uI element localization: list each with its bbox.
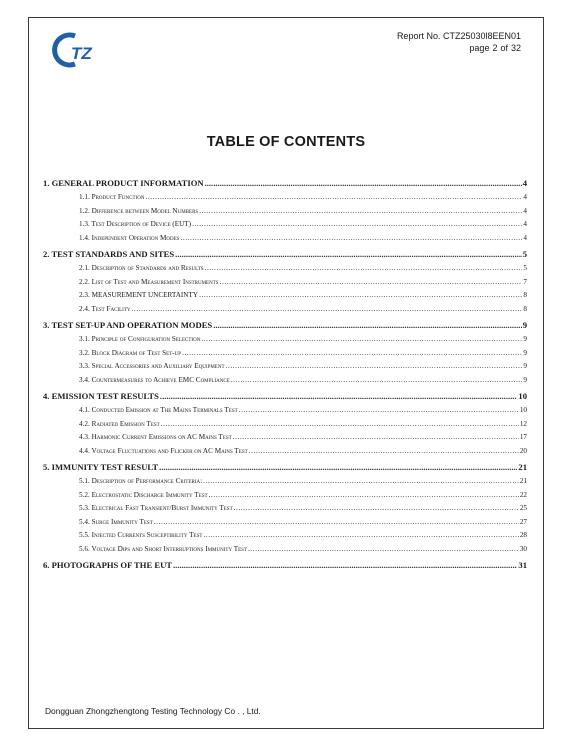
toc-item-label: 5.3. Electrical Fast Transient/Burst Immunity Test — [79, 504, 233, 512]
toc-section[interactable] — [43, 560, 527, 570]
toc-section-page: 21 — [518, 462, 527, 472]
toc-item[interactable] — [43, 264, 527, 272]
leader-dots — [213, 320, 521, 330]
toc-item-page: 8 — [523, 304, 527, 313]
toc-item-label: 4.1. Conducted Emission at The Mains Terminals Test — [79, 406, 238, 414]
toc-item[interactable] — [43, 491, 527, 499]
toc-item-page: 9 — [523, 375, 527, 384]
leader-dots — [154, 518, 519, 526]
toc-item-page: 9 — [523, 362, 527, 370]
leader-dots — [201, 335, 522, 343]
leader-dots — [160, 391, 517, 401]
page-of-label: of — [500, 43, 508, 53]
toc-item[interactable] — [43, 305, 527, 313]
toc-section[interactable] — [43, 249, 527, 259]
toc-item-label: 1.1. Product Function — [79, 193, 145, 201]
toc-item-label: 4.2. Radiated Emission Test — [79, 419, 160, 428]
leader-dots — [182, 349, 522, 357]
toc-item[interactable] — [43, 433, 527, 441]
leader-dots — [159, 462, 517, 472]
leader-dots — [203, 531, 518, 539]
toc-item-page: 4 — [523, 220, 527, 228]
document-page — [28, 17, 544, 729]
leader-dots — [175, 249, 522, 259]
toc-item[interactable] — [43, 447, 527, 455]
toc-item-page: 27 — [519, 517, 527, 526]
toc-section-page: 4 — [522, 178, 527, 188]
toc-section-label: 1. GENERAL PRODUCT INFORMATION — [43, 178, 204, 188]
toc-item-page: 28 — [519, 531, 527, 539]
toc-item-page: 9 — [523, 335, 527, 343]
toc-item-page: 17 — [519, 433, 527, 441]
footer-company: Dongguan Zhongzhengtong Testing Technology Co . , Ltd. — [45, 706, 261, 716]
toc-title: TABLE OF CONTENTS — [206, 134, 366, 150]
toc-item-label: 4.3. Harmonic Current Emissions on AC Mains Test — [79, 433, 232, 441]
leader-dots — [226, 362, 523, 370]
leader-dots — [231, 376, 523, 384]
toc-item-page: 4 — [523, 193, 527, 201]
toc-item[interactable] — [43, 376, 527, 384]
toc-item[interactable] — [43, 349, 527, 357]
page-label: page — [469, 43, 490, 53]
leader-dots — [203, 477, 519, 485]
leader-dots — [192, 220, 522, 228]
toc-item-label: 2.4. Test Facility — [79, 304, 131, 313]
toc-item[interactable] — [43, 335, 527, 343]
leader-dots — [234, 504, 519, 512]
leader-dots — [239, 406, 519, 414]
toc-item-page: 10 — [519, 406, 527, 414]
leader-dots — [205, 178, 522, 188]
toc-item-page: 25 — [519, 504, 527, 512]
toc-item[interactable] — [43, 477, 527, 485]
leader-dots — [248, 545, 519, 553]
toc-item-label: 5.6. Voltage Dips and Short Interruptions Immunity Test — [79, 544, 247, 553]
toc-item[interactable] — [43, 420, 527, 428]
toc-item[interactable] — [43, 531, 527, 539]
toc-item[interactable] — [43, 362, 527, 370]
toc-section-page: 9 — [522, 320, 527, 330]
page-indicator — [466, 42, 521, 54]
toc-section-label: 3. TEST SET-UP AND OPERATION MODES — [43, 320, 213, 330]
toc-section[interactable] — [43, 178, 527, 188]
toc-item[interactable] — [43, 406, 527, 414]
toc-item-page: 7 — [523, 277, 527, 286]
toc-section-label: 4. EMISSION TEST RESULTS — [43, 391, 159, 401]
toc-section-label: 2. TEST STANDARDS AND SITES — [43, 249, 175, 259]
toc-item[interactable] — [43, 278, 527, 286]
toc-item-label: 2.2. List of Test and Measurement Instruments — [79, 277, 219, 286]
toc-section-label: 5. IMMUNITY TEST RESULT — [43, 462, 159, 472]
toc-item-page: 4 — [523, 233, 527, 242]
toc-item-page: 21 — [519, 477, 527, 485]
leader-dots — [132, 305, 523, 313]
toc-item-label: 3.3. Special Accessories and Auxiliary Equipment — [79, 362, 225, 370]
toc-item-label: 1.4. Independent Operation Modes — [79, 233, 180, 242]
toc-item-label: 3.1. Principle of Configuration Selection — [79, 335, 201, 343]
toc-item-label: 4.4. Voltage Fluctuations and Flicker on AC Mains Test — [79, 446, 248, 455]
leader-dots — [209, 491, 519, 499]
toc-section[interactable] — [43, 462, 527, 472]
toc-item-label: 2.3. MEASUREMENT UNCERTAINTY — [79, 291, 199, 299]
toc-item-label: 2.1. Description of Standards and Results — [79, 264, 204, 272]
toc-item-label: 5.2. Electrostatic Discharge Immunity Test — [79, 490, 208, 499]
leader-dots — [205, 264, 523, 272]
toc-item-page: 4 — [523, 206, 527, 215]
leader-dots — [220, 278, 523, 286]
toc-item-page: 9 — [523, 348, 527, 357]
toc-item-page: 30 — [519, 544, 527, 553]
ctz-logo — [51, 32, 101, 68]
toc-item[interactable] — [43, 504, 527, 512]
toc-section-page: 10 — [518, 391, 527, 401]
leader-dots — [161, 420, 519, 428]
toc-item-label: 5.1. Description of Performance Criteria: — [79, 477, 203, 485]
toc-item[interactable] — [43, 545, 527, 553]
toc-item-label: 3.4. Countermeasures to Achieve EMC Compliance — [79, 375, 230, 384]
leader-dots — [180, 234, 522, 242]
toc-section-page: 31 — [518, 560, 527, 570]
logo-text: TZ — [71, 44, 92, 63]
toc-item[interactable] — [43, 518, 527, 526]
toc-item-page: 22 — [519, 490, 527, 499]
toc-item-page: 5 — [523, 264, 527, 272]
toc-item[interactable] — [43, 220, 527, 228]
leader-dots — [173, 560, 517, 570]
report-number: Report No. CTZ25030l8EEN01 — [396, 31, 521, 41]
toc-section-page: 5 — [522, 249, 527, 259]
toc-item-label: 1.3. Test Description of Device (EUT) — [79, 220, 192, 228]
toc-item-label: 3.2. Block Diagram of Test Set-up — [79, 348, 182, 357]
leader-dots — [233, 433, 519, 441]
toc-item[interactable] — [43, 291, 527, 299]
leader-dots — [249, 447, 519, 455]
toc-item-page: 20 — [519, 446, 527, 455]
leader-dots — [145, 193, 522, 201]
toc-section[interactable] — [43, 391, 527, 401]
toc-item[interactable] — [43, 234, 527, 242]
toc-item-page: 12 — [519, 419, 527, 428]
toc-section[interactable] — [43, 320, 527, 330]
leader-dots — [199, 207, 522, 215]
toc-item-page: 8 — [523, 291, 527, 299]
page-current: 2 — [492, 43, 498, 53]
toc-item[interactable] — [43, 193, 527, 201]
page-total: 32 — [510, 43, 521, 53]
leader-dots — [199, 291, 522, 299]
toc-item-label: 5.4. Surge Immunity Test — [79, 517, 153, 526]
toc-section-label: 6. PHOTOGRAPHS OF THE EUT — [43, 560, 173, 570]
toc-item[interactable] — [43, 207, 527, 215]
toc-item-label: 5.5. Injected Currents Susceptibility Test — [79, 531, 203, 539]
toc-item-label: 1.2. Difference between Model Numbers — [79, 206, 199, 215]
